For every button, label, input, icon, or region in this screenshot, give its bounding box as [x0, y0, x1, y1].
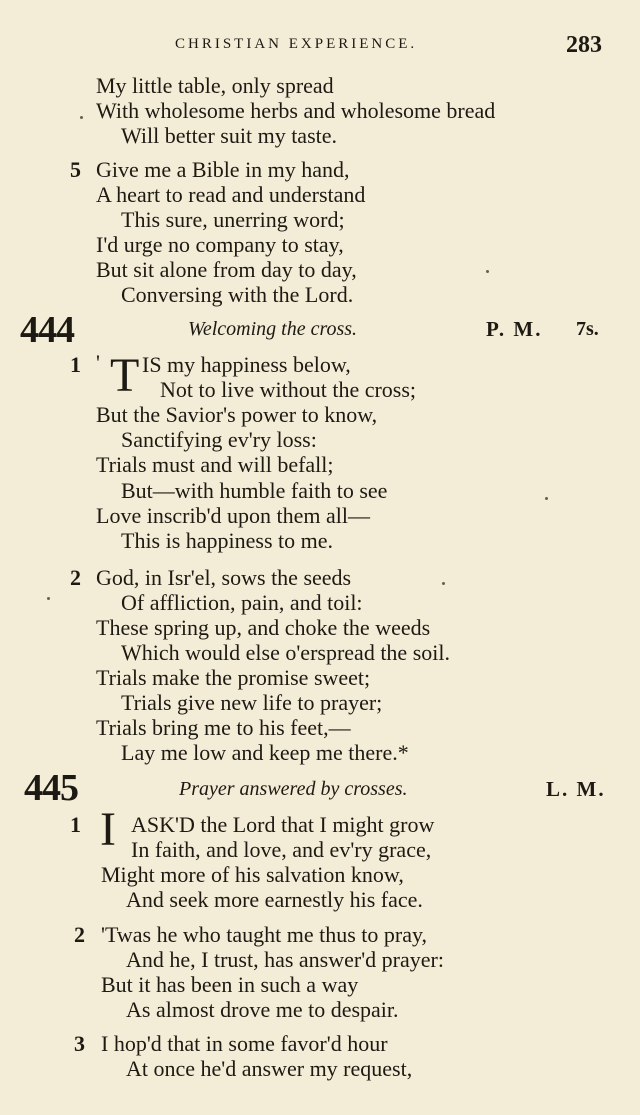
- verse-line: But sit alone from day to day,: [96, 257, 357, 282]
- print-speck: [80, 116, 83, 119]
- verse-number: 1: [70, 352, 81, 377]
- verse-line: Of affliction, pain, and toil:: [121, 590, 363, 615]
- verse-number: 1: [70, 812, 81, 837]
- verse-line: My little table, only spread: [96, 73, 334, 98]
- verse-line: Trials must and will befall;: [96, 452, 334, 477]
- verse-line: Might more of his salvation know,: [101, 862, 404, 887]
- verse-line: 'Twas he who taught me thus to pray,: [101, 922, 428, 947]
- hymn-number: 445: [24, 767, 78, 809]
- verse-line: And he, I trust, has answer'd prayer:: [126, 947, 444, 972]
- verse-line: Conversing with the Lord.: [121, 282, 354, 307]
- verse-line: Trials give new life to prayer;: [121, 690, 383, 715]
- verse-line: IS my happiness below,: [142, 352, 351, 377]
- apostrophe: ': [96, 350, 100, 375]
- verse-line: But the Savior's power to know,: [96, 402, 378, 427]
- hymn-title: Welcoming the cross.: [188, 318, 358, 340]
- verse-number: 2: [70, 565, 81, 590]
- verse-line: Not to live without the cross;: [160, 377, 417, 402]
- drop-cap: T: [110, 349, 140, 402]
- verse-line: Will better suit my taste.: [121, 123, 338, 148]
- hymn-meter: P. M.: [486, 317, 543, 341]
- print-speck: [486, 270, 489, 273]
- verse-line: At once he'd answer my request,: [126, 1056, 413, 1081]
- print-speck: [47, 597, 50, 600]
- page-number: 283: [566, 32, 602, 58]
- verse-line: In faith, and love, and ev'ry grace,: [131, 837, 432, 862]
- hymn-title: Prayer answered by crosses.: [179, 778, 408, 800]
- print-speck: [545, 497, 548, 500]
- hymn-meter: L. M.: [546, 777, 606, 801]
- verse-line: Trials bring me to his feet,—: [96, 715, 351, 740]
- verse-number: 2: [74, 922, 85, 947]
- verse-line: Sanctifying ev'ry loss:: [121, 427, 317, 452]
- verse-line: This is happiness to me.: [121, 528, 334, 553]
- verse-line: ASK'D the Lord that I might grow: [131, 812, 435, 837]
- verse-line: Trials make the promise sweet;: [96, 665, 371, 690]
- verse-line: With wholesome herbs and wholesome bread: [96, 98, 496, 123]
- verse-line: But it has been in such a way: [101, 972, 359, 997]
- verse-line: This sure, unerring word;: [121, 207, 345, 232]
- print-speck: [442, 582, 445, 585]
- verse-line: I hop'd that in some favor'd hour: [101, 1031, 388, 1056]
- verse-line: As almost drove me to despair.: [126, 997, 399, 1022]
- verse-line: Which would else o'erspread the soil.: [121, 640, 450, 665]
- verse-number: 3: [74, 1031, 85, 1056]
- hymn-number: 444: [20, 309, 74, 351]
- verse-line: Give me a Bible in my hand,: [96, 157, 350, 182]
- verse-line: A heart to read and understand: [96, 182, 366, 207]
- drop-cap: I: [100, 803, 116, 856]
- verse-line: I'd urge no company to stay,: [96, 232, 344, 257]
- verse-line: Love inscrib'd upon them all—: [96, 503, 371, 528]
- verse-number: 5: [70, 157, 81, 182]
- verse-line: But—with humble faith to see: [121, 478, 388, 503]
- verse-line: God, in Isr'el, sows the seeds: [96, 565, 352, 590]
- verse-line: And seek more earnestly his face.: [126, 887, 423, 912]
- verse-line: Lay me low and keep me there.*: [121, 740, 409, 765]
- hymn-tune: 7s.: [576, 318, 599, 340]
- verse-line: These spring up, and choke the weeds: [96, 615, 431, 640]
- running-head: CHRISTIAN EXPERIENCE.: [175, 36, 418, 52]
